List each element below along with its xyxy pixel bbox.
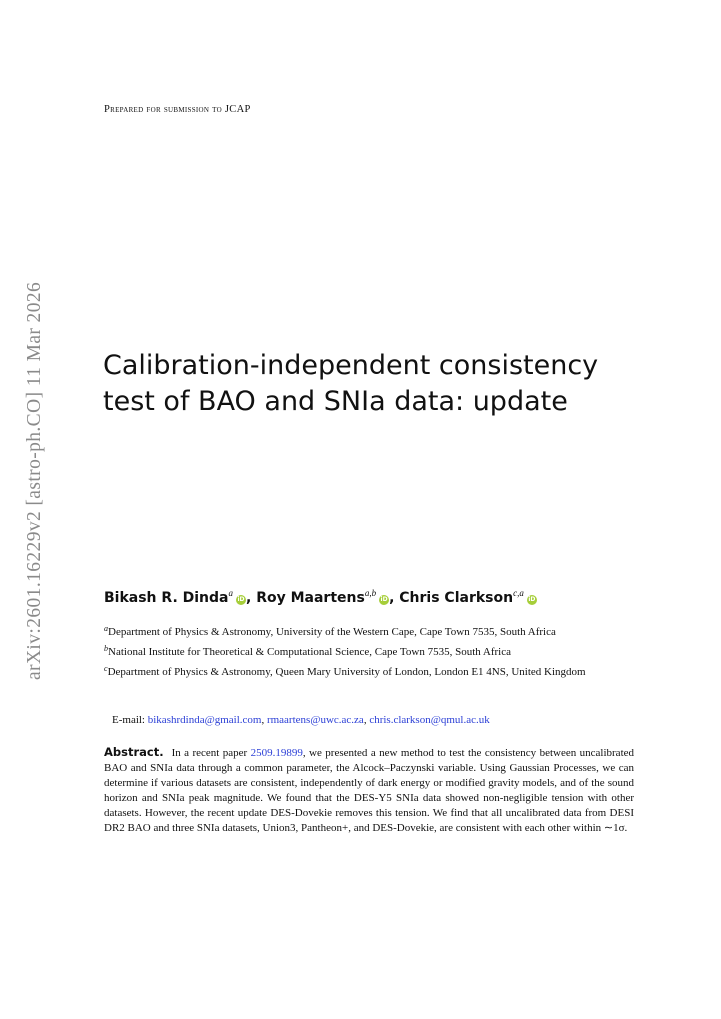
orcid-icon[interactable]: iD <box>528 596 536 603</box>
author-name: Bikash R. Dinda <box>104 590 229 606</box>
affiliation <box>104 661 640 680</box>
affiliation-mark: c <box>104 664 108 673</box>
author-affil-mark: a,b <box>364 588 377 598</box>
title-line-2: test of BAO and SNIa data: update <box>103 386 568 417</box>
affiliation-text: Department of Physics & Astronomy, University of the Western Cape, Cape Town 7535, South Africa <box>108 626 556 638</box>
affiliation-text: National Institute for Theoretical & Computational Science, Cape Town 7535, South Africa <box>108 646 511 658</box>
email-line: E-mail: bikashrdinda@gmail.com, rmaartens@uwc.ac.za, chris.clarkson@qmul.ac.uk <box>112 714 490 726</box>
orcid-icon[interactable]: iD <box>237 596 245 603</box>
paper-title <box>103 348 663 420</box>
orcid-icon[interactable]: iD <box>380 596 388 603</box>
author-name: Chris Clarkson <box>399 590 514 606</box>
author-affil-mark: a <box>228 588 233 598</box>
email-link[interactable]: chris.clarkson@qmul.ac.uk <box>369 714 490 726</box>
abstract-text-body: , we presented a new method to test the consistency between uncalibrated BAO and SNIa data through a common parameter, the Alcock–Paczynski variable. Using Gaussian Processes, we can determine if various datasets are consistent, independently of dark energy or modified gravity models, and of the sound horizon and SNIa peak magnitude. We found that the DES-Y5 SNIa data showed non-negligible tension with other datasets. However, the recent update DES-Dovekie removes this tension. We find that all uncalibrated data from DESI DR2 BAO and three SNIa datasets, Union3, Pantheon+, and DES-Dovekie, are consistent with each other within ∼1σ. <box>104 747 635 834</box>
affiliation-mark: b <box>104 644 108 653</box>
email-link[interactable]: rmaartens@uwc.ac.za <box>266 714 364 726</box>
abstract-text-start: In a recent paper <box>171 747 248 759</box>
email-link[interactable]: bikashrdinda@gmail.com <box>147 714 262 726</box>
affiliation-text: Department of Physics & Astronomy, Queen Mary University of London, London E1 4NS, United Kingdom <box>107 666 586 678</box>
affiliation-mark: a <box>104 624 108 633</box>
abstract <box>104 745 634 836</box>
abstract-heading: Abstract. <box>104 745 164 759</box>
journal-header: Prepared for submission to JCAP <box>104 104 251 115</box>
affiliation-list <box>104 621 640 681</box>
reference-link[interactable]: 2509.19899 <box>250 747 303 759</box>
title-line-1: Calibration-independent consistency <box>103 350 599 381</box>
email-label: E-mail: <box>112 714 145 726</box>
author-separator: , <box>389 590 400 606</box>
affiliation <box>104 621 640 640</box>
author-affil-mark: c,a <box>513 588 524 598</box>
author-separator: , <box>246 590 257 606</box>
author-name: Roy Maartens <box>256 590 365 606</box>
arxiv-identifier: arXiv:2601.16229v2 [astro-ph.CO] 11 Mar 2026 <box>24 281 45 681</box>
affiliation <box>104 641 640 660</box>
author-list <box>104 588 664 606</box>
